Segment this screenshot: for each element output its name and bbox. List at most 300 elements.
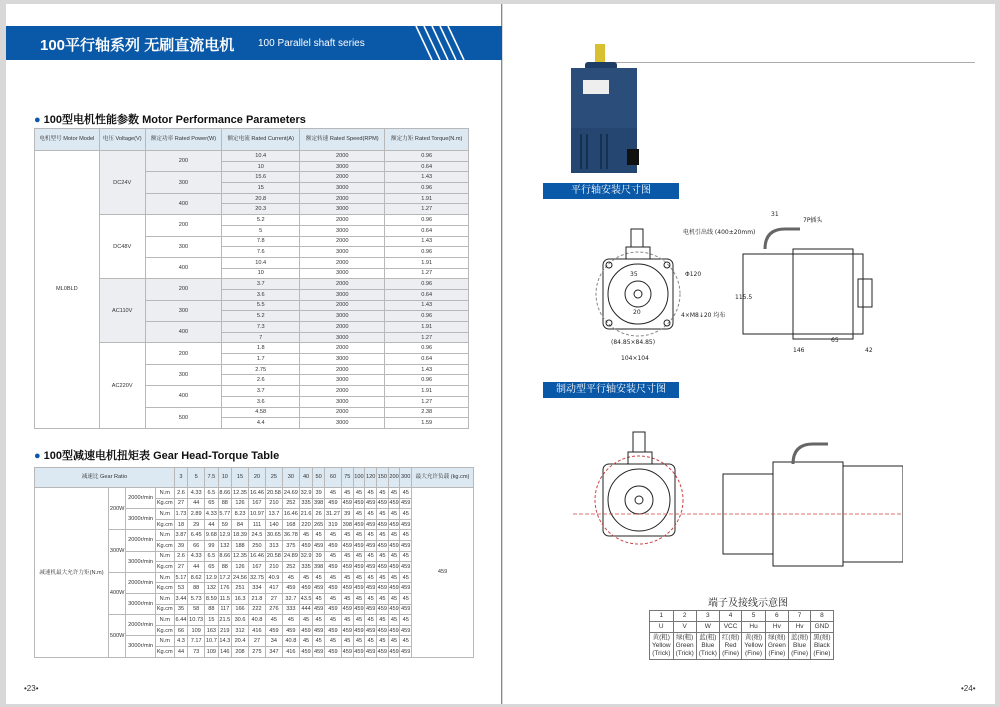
value-cell: 7: [222, 332, 300, 343]
value-cell: 16.46: [248, 551, 265, 562]
value-cell: 27: [174, 562, 187, 573]
value-cell: 15: [205, 615, 218, 626]
ratio-header-cell: 5: [188, 468, 205, 488]
wire-cn: 蓝(细): [790, 634, 809, 641]
speed-cell: 2000r/min: [126, 530, 155, 551]
value-cell: 459: [388, 583, 400, 594]
dim-phi120: Φ120: [685, 271, 702, 278]
value-cell: 12.35: [232, 488, 249, 499]
wire-en: Green: [675, 642, 694, 649]
value-cell: 459: [365, 625, 377, 636]
value-cell: 163: [205, 625, 218, 636]
value-cell: 45: [324, 572, 341, 583]
value-cell: 45: [282, 572, 299, 583]
value-cell: 459: [388, 562, 400, 573]
value-cell: 2.89: [188, 509, 205, 520]
value-cell: 45: [365, 615, 377, 626]
value-cell: 168: [282, 519, 299, 530]
value-cell: 12.9: [205, 572, 218, 583]
value-cell: 32.7: [282, 593, 299, 604]
terminal-no-cell: 3: [696, 611, 719, 622]
value-cell: 2000: [300, 343, 385, 354]
value-cell: 18: [174, 519, 187, 530]
decorative-stripes-icon: [414, 26, 474, 60]
unit-cell: N.m: [155, 572, 174, 583]
power-cell: 200: [145, 279, 222, 300]
value-cell: 45: [282, 615, 299, 626]
value-cell: 3000: [300, 375, 385, 386]
value-cell: 3000: [300, 161, 385, 172]
value-cell: 7.3: [222, 322, 300, 333]
unit-cell: Kg.cm: [155, 498, 174, 509]
value-cell: 219: [218, 625, 231, 636]
value-cell: 375: [282, 540, 299, 551]
ratio-header-cell: 40: [299, 468, 312, 488]
power-cell: 500: [145, 407, 222, 428]
value-cell: 109: [188, 625, 205, 636]
unit-cell: N.m: [155, 530, 174, 541]
value-cell: 21.6: [299, 509, 312, 520]
unit-cell: N.m: [155, 636, 174, 647]
value-cell: 10.73: [188, 615, 205, 626]
value-cell: 20.3: [222, 204, 300, 215]
value-cell: 2000: [300, 300, 385, 311]
value-cell: 3000: [300, 204, 385, 215]
value-cell: 459: [282, 625, 299, 636]
wire-cn: 红(细): [721, 634, 740, 641]
value-cell: 0.64: [385, 225, 469, 236]
value-cell: 347: [265, 646, 282, 657]
value-cell: 45: [341, 551, 353, 562]
value-cell: 43.5: [299, 593, 312, 604]
value-cell: 459: [388, 498, 400, 509]
wire-type: (Fine): [745, 650, 763, 657]
value-cell: 459: [400, 540, 412, 551]
ratio-header-cell: 10: [218, 468, 231, 488]
value-cell: 2.6: [222, 375, 300, 386]
value-cell: 2.75: [222, 364, 300, 375]
ratio-header-cell: 15: [232, 468, 249, 488]
perf-header-cell: 额定电流 Rated Current(A): [222, 129, 300, 151]
value-cell: 5.5: [222, 300, 300, 311]
value-cell: 45: [353, 615, 365, 626]
terminal-no-cell: 2: [673, 611, 696, 622]
value-cell: 459: [341, 562, 353, 573]
value-cell: 45: [388, 636, 400, 647]
value-cell: 45: [341, 636, 353, 647]
value-cell: 1.91: [385, 257, 469, 268]
value-cell: 45: [365, 509, 377, 520]
value-cell: 45: [324, 530, 341, 541]
value-cell: 1.43: [385, 300, 469, 311]
value-cell: 3.87: [174, 530, 187, 541]
value-cell: 26: [313, 509, 325, 520]
value-cell: 45: [400, 636, 412, 647]
value-cell: 4.58: [222, 407, 300, 418]
value-cell: 3.6: [222, 396, 300, 407]
wire-type: (Trick): [652, 650, 671, 657]
voltage-cell: DC48V: [99, 215, 145, 279]
dim-inner: (84.85×84.85): [611, 339, 656, 346]
value-cell: 10.7: [205, 636, 218, 647]
value-cell: 45: [353, 530, 365, 541]
value-cell: 31.27: [324, 509, 341, 520]
value-cell: 459: [400, 604, 412, 615]
value-cell: 30.65: [265, 530, 282, 541]
value-cell: 0.96: [385, 247, 469, 258]
value-cell: 166: [232, 604, 249, 615]
dim-20: 20: [633, 309, 641, 316]
value-cell: 99: [205, 540, 218, 551]
value-cell: 4.33: [205, 509, 218, 520]
terminal-no-cell: 5: [742, 611, 766, 622]
value-cell: 0.96: [385, 375, 469, 386]
value-cell: 45: [400, 488, 412, 499]
value-cell: 2000: [300, 215, 385, 226]
value-cell: 45: [324, 636, 341, 647]
value-cell: 17.2: [218, 572, 231, 583]
wire-type: (Trick): [675, 650, 694, 657]
value-cell: 88: [218, 498, 231, 509]
value-cell: 252: [282, 562, 299, 573]
value-cell: 459: [400, 625, 412, 636]
value-cell: 3000: [300, 332, 385, 343]
value-cell: 2000: [300, 236, 385, 247]
terminal-no-cell: 7: [788, 611, 810, 622]
terminal-wiring-table: [649, 610, 834, 660]
table-row: [35, 151, 469, 162]
unit-cell: N.m: [155, 509, 174, 520]
value-cell: 45: [388, 615, 400, 626]
value-cell: 2000: [300, 172, 385, 183]
value-cell: 146: [218, 646, 231, 657]
unit-cell: Kg.cm: [155, 604, 174, 615]
value-cell: 40.9: [265, 572, 282, 583]
terminal-no-cell: 8: [811, 611, 833, 622]
value-cell: 5.2: [222, 311, 300, 322]
value-cell: 45: [400, 509, 412, 520]
value-cell: 45: [388, 593, 400, 604]
value-cell: 459: [313, 646, 325, 657]
power-cell: 300: [145, 236, 222, 257]
value-cell: 459: [324, 562, 341, 573]
gear-title-text: 100型减速电机扭矩表 Gear Head-Torque Table: [43, 450, 280, 462]
value-cell: 210: [265, 498, 282, 509]
value-cell: 1.27: [385, 332, 469, 343]
dim-31: 31: [771, 211, 779, 218]
value-cell: 45: [376, 530, 388, 541]
value-cell: 3000: [300, 354, 385, 365]
value-cell: 1.27: [385, 396, 469, 407]
value-cell: 459: [365, 498, 377, 509]
value-cell: 126: [232, 498, 249, 509]
value-cell: 2000: [300, 322, 385, 333]
value-cell: 459: [341, 625, 353, 636]
value-cell: 459: [365, 646, 377, 657]
speed-cell: 2000r/min: [126, 488, 155, 509]
value-cell: 45: [353, 488, 365, 499]
value-cell: 6.5: [205, 551, 218, 562]
value-cell: 459: [400, 646, 412, 657]
motor-photo: [561, 44, 651, 174]
value-cell: 24.69: [282, 488, 299, 499]
lead-wire-label: 电机引出线 (400±20mm): [683, 229, 756, 236]
value-cell: 6.44: [174, 615, 187, 626]
value-cell: 0.96: [385, 343, 469, 354]
value-cell: 20.58: [265, 551, 282, 562]
value-cell: 7.8: [222, 236, 300, 247]
value-cell: 459: [341, 583, 353, 594]
value-cell: 45: [376, 615, 388, 626]
perf-header-cell: 电压 Voltage(V): [99, 129, 145, 151]
value-cell: 0.96: [385, 279, 469, 290]
value-cell: 73: [188, 646, 205, 657]
voltage-cell: DC24V: [99, 151, 145, 215]
value-cell: 2000: [300, 386, 385, 397]
terminal-wire-cell: [788, 633, 810, 660]
wire-type: (Fine): [791, 650, 809, 657]
value-cell: 9.68: [205, 530, 218, 541]
value-cell: 39: [313, 488, 325, 499]
power-cell: 400: [145, 322, 222, 343]
value-cell: 459: [365, 604, 377, 615]
value-cell: 398: [341, 519, 353, 530]
value-cell: 15.6: [222, 172, 300, 183]
value-cell: 34: [265, 636, 282, 647]
value-cell: 459: [324, 583, 341, 594]
value-cell: 459: [388, 625, 400, 636]
value-cell: 313: [265, 540, 282, 551]
value-cell: 1.43: [385, 364, 469, 375]
terminal-sig-cell: VCC: [719, 622, 741, 633]
speed-cell: 3000r/min: [126, 509, 155, 530]
value-cell: 459: [365, 540, 377, 551]
value-cell: 45: [365, 572, 377, 583]
value-cell: 2000: [300, 364, 385, 375]
value-cell: 444: [299, 604, 312, 615]
ratio-header-cell: 30: [282, 468, 299, 488]
terminal-diagram-title: 端子及接线示意图: [708, 598, 788, 609]
terminal-sig-cell: GND: [811, 622, 833, 633]
terminal-wire-cell: [765, 633, 788, 660]
value-cell: 24.5: [248, 530, 265, 541]
unit-cell: N.m: [155, 551, 174, 562]
terminal-wire-cell: [673, 633, 696, 660]
value-cell: 10.4: [222, 257, 300, 268]
gear-ratio-header: 减速比 Gear Ratio: [35, 468, 175, 488]
power-cell: 500W: [108, 615, 126, 657]
ratio-header-cell: 75: [341, 468, 353, 488]
terminal-wire-cell: [742, 633, 766, 660]
value-cell: 0.96: [385, 151, 469, 162]
right-page: [503, 4, 995, 704]
value-cell: 1.8: [222, 343, 300, 354]
perf-section-title: ● 100型电机性能参数 Motor Performance Parameters: [34, 114, 306, 126]
terminal-no-cell: 6: [765, 611, 788, 622]
ratio-header-cell: 25: [265, 468, 282, 488]
value-cell: 1.43: [385, 236, 469, 247]
value-cell: 32.75: [248, 572, 265, 583]
value-cell: 459: [376, 604, 388, 615]
speed-cell: 2000r/min: [126, 572, 155, 593]
value-cell: 0.96: [385, 183, 469, 194]
table-row: [35, 488, 474, 499]
value-cell: 176: [218, 583, 231, 594]
value-cell: 45: [341, 530, 353, 541]
value-cell: 3000: [300, 396, 385, 407]
value-cell: 459: [365, 562, 377, 573]
dim-146: 146: [793, 347, 805, 354]
value-cell: 3000: [300, 225, 385, 236]
terminal-sig-cell: Hv: [765, 622, 788, 633]
value-cell: 459: [353, 498, 365, 509]
wire-en: Yellow: [652, 642, 671, 649]
value-cell: 45: [376, 509, 388, 520]
value-cell: 132: [205, 583, 218, 594]
value-cell: 335: [299, 562, 312, 573]
value-cell: 459: [313, 604, 325, 615]
value-cell: 65: [205, 562, 218, 573]
value-cell: 459: [324, 498, 341, 509]
value-cell: 45: [376, 488, 388, 499]
value-cell: 59: [218, 519, 231, 530]
value-cell: 44: [188, 498, 205, 509]
value-cell: 88: [188, 583, 205, 594]
value-cell: 45: [313, 530, 325, 541]
ratio-header-cell: 300: [400, 468, 412, 488]
power-cell: 400: [145, 193, 222, 214]
value-cell: 459: [376, 498, 388, 509]
value-cell: 36.78: [282, 530, 299, 541]
value-cell: 44: [174, 646, 187, 657]
speed-cell: 3000r/min: [126, 551, 155, 572]
value-cell: 30.6: [232, 615, 249, 626]
value-cell: 0.96: [385, 311, 469, 322]
header-band: [6, 26, 502, 60]
value-cell: 459: [282, 583, 299, 594]
unit-cell: Kg.cm: [155, 583, 174, 594]
value-cell: 45: [365, 551, 377, 562]
value-cell: 45: [400, 615, 412, 626]
value-cell: 7.17: [188, 636, 205, 647]
value-cell: 66: [174, 625, 187, 636]
value-cell: 3000: [300, 268, 385, 279]
label-brake-parallel-shaft-dims: 制动型平行轴安装尺寸图: [543, 382, 679, 398]
ratio-header-cell: 150: [376, 468, 388, 488]
value-cell: 459: [299, 583, 312, 594]
value-cell: 10: [222, 161, 300, 172]
value-cell: 66: [188, 540, 205, 551]
value-cell: 88: [218, 562, 231, 573]
value-cell: 27: [248, 636, 265, 647]
value-cell: 45: [376, 636, 388, 647]
value-cell: 6.5: [205, 488, 218, 499]
value-cell: 126: [232, 562, 249, 573]
value-cell: 16.46: [282, 509, 299, 520]
value-cell: 1.7: [222, 354, 300, 365]
value-cell: 45: [313, 636, 325, 647]
value-cell: 459: [365, 583, 377, 594]
value-cell: 459: [400, 519, 412, 530]
value-cell: 220: [299, 519, 312, 530]
value-cell: 45: [365, 593, 377, 604]
value-cell: 45: [299, 615, 312, 626]
dim-holes: 4×M8↓20 均布: [681, 312, 726, 319]
value-cell: 5.17: [174, 572, 187, 583]
value-cell: 2000: [300, 279, 385, 290]
value-cell: 45: [400, 572, 412, 583]
value-cell: 111: [248, 519, 265, 530]
value-cell: 4.3: [174, 636, 187, 647]
value-cell: 10.4: [222, 151, 300, 162]
value-cell: 250: [248, 540, 265, 551]
value-cell: 319: [324, 519, 341, 530]
value-cell: 45: [400, 530, 412, 541]
value-cell: 10.97: [248, 509, 265, 520]
wire-type: (Fine): [768, 650, 786, 657]
value-cell: 45: [341, 488, 353, 499]
brake-parallel-shaft-drawing: [573, 404, 903, 579]
dim-42: 42: [865, 347, 873, 354]
value-cell: 188: [232, 540, 249, 551]
value-cell: 265: [313, 519, 325, 530]
value-cell: 45: [341, 593, 353, 604]
value-cell: 12.35: [232, 551, 249, 562]
voltage-cell: AC220V: [99, 343, 145, 429]
value-cell: 44: [188, 562, 205, 573]
table-row: [35, 343, 469, 354]
value-cell: 3000: [300, 311, 385, 322]
power-cell: 300: [145, 300, 222, 321]
value-cell: 8.66: [218, 488, 231, 499]
value-cell: 45: [341, 615, 353, 626]
power-cell: 300: [145, 172, 222, 193]
value-cell: 459: [341, 604, 353, 615]
value-cell: 11.5: [218, 593, 231, 604]
value-cell: 459: [400, 562, 412, 573]
value-cell: 1.73: [174, 509, 187, 520]
value-cell: 275: [248, 646, 265, 657]
value-cell: 5: [222, 225, 300, 236]
unit-cell: Kg.cm: [155, 646, 174, 657]
wire-en: Blue: [793, 642, 807, 649]
value-cell: 251: [232, 583, 249, 594]
value-cell: 0.64: [385, 289, 469, 300]
value-cell: 88: [205, 604, 218, 615]
value-cell: 44: [205, 519, 218, 530]
value-cell: 416: [248, 625, 265, 636]
value-cell: 276: [265, 604, 282, 615]
value-cell: 459: [313, 625, 325, 636]
value-cell: 0.96: [385, 215, 469, 226]
value-cell: 27: [265, 593, 282, 604]
value-cell: 459: [400, 498, 412, 509]
value-cell: 13.7: [265, 509, 282, 520]
wire-type: (Fine): [813, 650, 831, 657]
value-cell: 210: [265, 562, 282, 573]
ratio-header-cell: 3: [174, 468, 187, 488]
value-cell: 459: [376, 562, 388, 573]
performance-table: [34, 128, 469, 429]
ratio-header-cell: 60: [324, 468, 341, 488]
wire-cn: 黄(细): [744, 634, 763, 641]
terminal-wire-cell: [696, 633, 719, 660]
value-cell: 14.3: [218, 636, 231, 647]
power-cell: 200W: [108, 488, 126, 530]
wire-cn: 绿(粗): [675, 634, 694, 641]
value-cell: 45: [376, 551, 388, 562]
value-cell: 222: [248, 604, 265, 615]
